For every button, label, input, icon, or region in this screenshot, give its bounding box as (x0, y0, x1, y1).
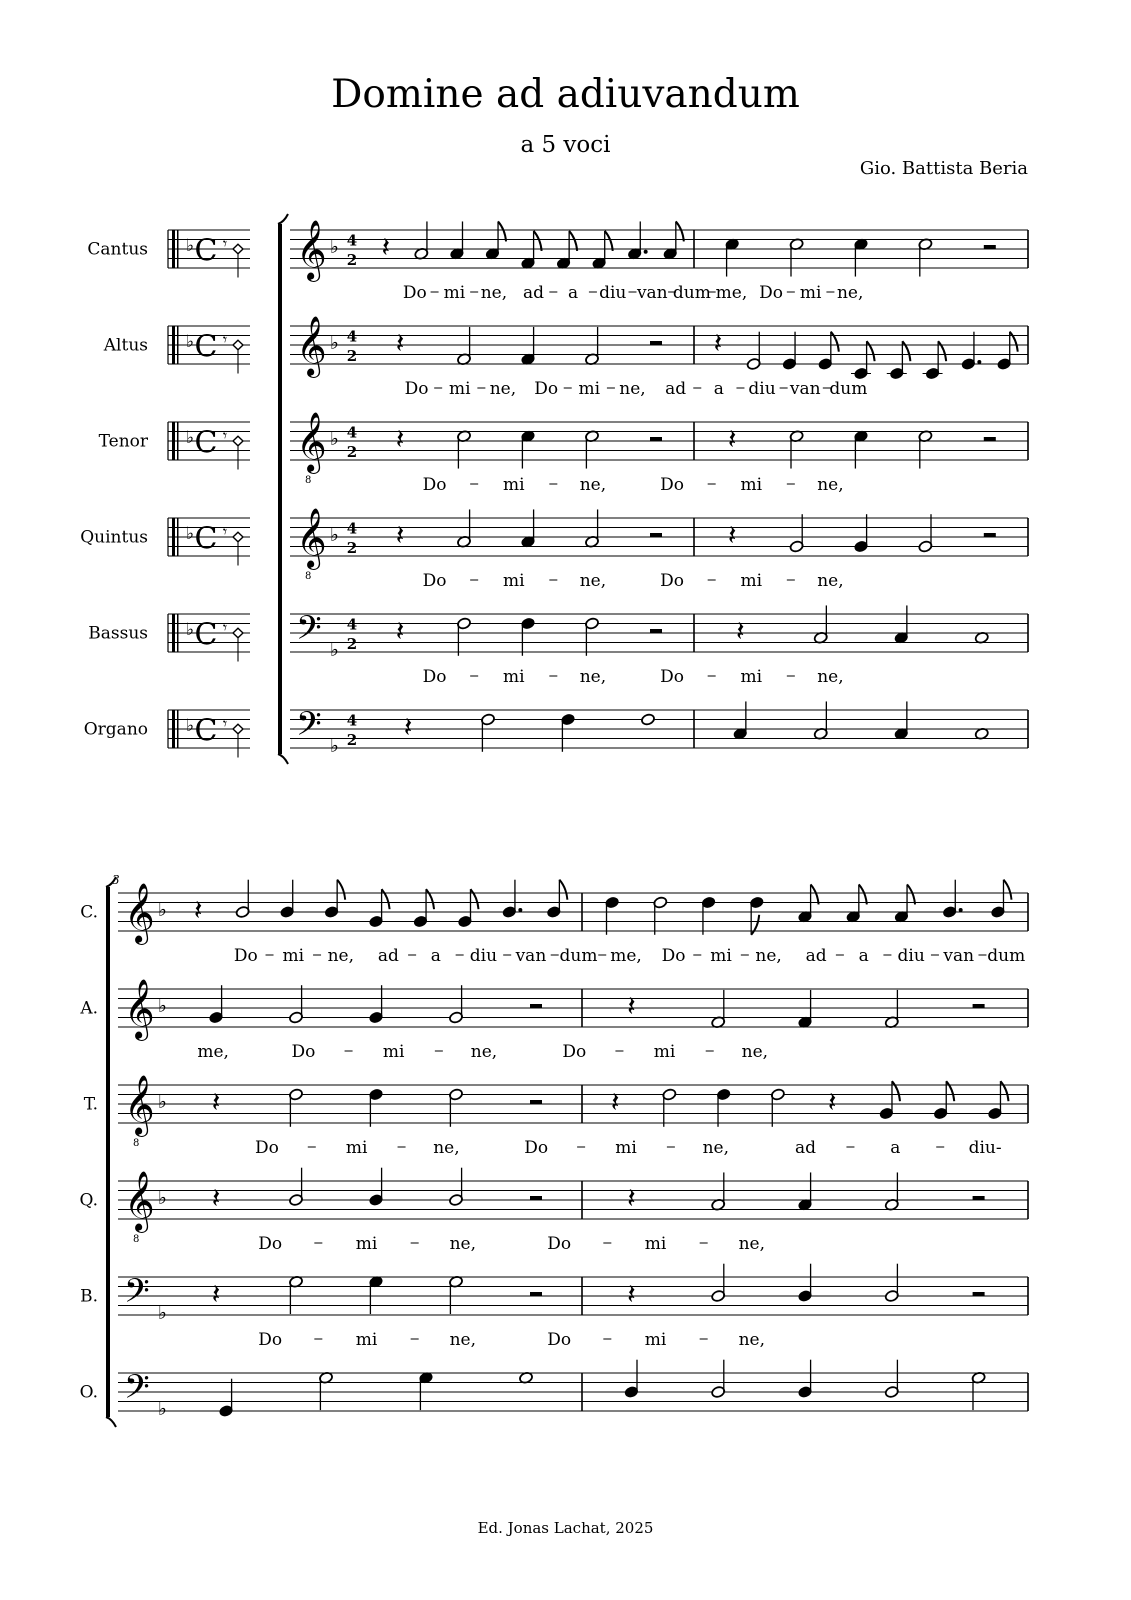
sys1-bassus-part-name: Bassus (88, 623, 148, 644)
sys2-system-bracket (106, 887, 110, 1417)
sys2-altus-lyric-syllable: me, (197, 1042, 229, 1062)
incipit-4-note-head (233, 628, 243, 638)
edition-credit: Ed. Jonas Lachat, 2025 (477, 1519, 654, 1537)
sys2-cantus-quarter-rest-icon: 𝄽 (193, 893, 203, 927)
sys2-bassus-half-rest (530, 1292, 542, 1296)
sys1-altus-key-flat: ♭ (330, 332, 339, 354)
sys1-quintus-treble-clef-icon: 𝄞 (296, 508, 327, 569)
sys2-tenor-lyric-syllable: ne, (702, 1138, 729, 1158)
sys1-tenor-octave-mark: 8 (305, 474, 312, 486)
sys1-tenor-treble-clef-icon: 𝄞 (296, 412, 327, 473)
sys2-tenor-lyric-syllable: Do (524, 1138, 549, 1158)
sys1-quintus-lyric-syllable: mi (740, 571, 763, 591)
sys2-cantus-lyric-syllable: dum (987, 946, 1026, 966)
sys1-organo-key-flat: ♭ (330, 735, 339, 757)
sys2-cantus-lyric-syllable: mi (710, 946, 732, 966)
sys1-cantus-time-num: 4 (346, 231, 358, 250)
sys1-cantus-time-den: 2 (346, 251, 358, 270)
sys2-altus-quarter-rest-icon: 𝄽 (627, 989, 636, 1023)
sys2-tenor-note-flag (892, 1081, 900, 1101)
incipit-1-mensuration-sign: C (194, 329, 218, 365)
sys2-quintus-half-rest (973, 1196, 985, 1200)
incipit-3-key-flat: ♭ (186, 523, 195, 544)
incipit-4-rest-icon: 𝄾 (222, 618, 228, 637)
sys1-cantus-lyric-syllable: ne, (480, 283, 508, 303)
incipit-1-key-flat: ♭ (186, 331, 195, 352)
sys1-cantus-note-flag (498, 221, 506, 241)
incipit-0-c-clef-icon (177, 230, 179, 268)
sys1-quintus-quarter-rest-icon: 𝄽 (727, 518, 737, 552)
sys1-altus-lyric-syllable: ne, (489, 379, 517, 399)
sys2-bassus-quarter-rest-icon: 𝄽 (211, 1277, 221, 1311)
sys1-organo-quarter-rest-icon: 𝄽 (403, 710, 413, 744)
sys2-altus-treble-clef-icon: 𝄞 (124, 979, 155, 1040)
sys1-cantus-lyric-syllable: me, (715, 283, 748, 303)
sys2-altus-lyric-syllable: Do (562, 1042, 587, 1062)
incipit-3-c-clef-icon (177, 518, 179, 556)
sys2-altus-key-flat: ♭ (158, 995, 167, 1017)
incipit-5-note-head (233, 724, 243, 734)
sys2-cantus-lyric-syllable: Do (233, 946, 258, 966)
sys1-tenor-key-flat: ♭ (330, 428, 339, 450)
sys1-cantus-lyric-syllable: ad (523, 283, 545, 303)
sys2-altus-lyric-syllable: mi (382, 1042, 405, 1062)
sys1-bassus-time-num: 4 (346, 615, 358, 634)
sys2-tenor-lyric-syllable: diu- (968, 1138, 1002, 1158)
incipit-2-note-head (233, 436, 243, 446)
sys1-tenor-lyric-syllable: ne, (579, 475, 607, 495)
sys1-bracket-bottom (278, 754, 288, 764)
sys2-cantus-part-name: C. (80, 902, 98, 923)
sys1-organo-time-num: 4 (346, 711, 358, 730)
sys2-tenor-quarter-rest-icon: 𝄽 (211, 1085, 221, 1119)
sys2-bassus-lyric-syllable: ne, (738, 1330, 766, 1350)
sys1-cantus-lyric-syllable: dum (672, 283, 711, 303)
sys1-tenor-half-rest (650, 437, 662, 441)
sys1-organo-bass-clef-icon: 𝄢 (296, 705, 322, 752)
sys1-system-bracket (278, 224, 282, 754)
sys2-quintus-lyric-syllable: mi (644, 1234, 667, 1254)
sys2-tenor-note-flag (946, 1081, 954, 1101)
sys1-cantus-note-flag (569, 231, 577, 251)
sys2-bassus-part-name: B. (80, 1286, 98, 1307)
sys2-organo-bass-clef-icon: 𝄢 (124, 1368, 150, 1415)
sys1-cantus-note-flag (605, 231, 613, 251)
sys2-tenor-key-flat: ♭ (158, 1091, 167, 1113)
sys2-bassus-quarter-rest-icon: 𝄽 (627, 1277, 636, 1311)
incipit-0-note-head (233, 244, 243, 254)
sys1-altus-lyric-syllable: mi (578, 379, 601, 399)
sys2-cantus-note-dot (959, 908, 963, 912)
incipit-3-mensuration-sign: C (194, 521, 218, 557)
incipit-3-rest-icon: 𝄾 (222, 522, 228, 541)
sys1-bassus-lyric-syllable: ne, (579, 667, 607, 687)
sys2-tenor-half-rest (530, 1100, 542, 1104)
incipit-3-note-head (233, 532, 243, 542)
sys2-organo-part-name: O. (79, 1382, 98, 1403)
sys2-quintus-quarter-rest-icon: 𝄽 (627, 1181, 636, 1215)
sys1-bassus-key-flat: ♭ (330, 639, 339, 661)
sys1-bracket-top (278, 214, 288, 224)
composer-name: Gio. Battista Beria (859, 158, 1028, 179)
incipit-1-c-clef-icon (177, 326, 179, 364)
sys2-cantus-note-flag (559, 880, 567, 900)
sys2-cantus-lyric-syllable: a (430, 946, 441, 966)
incipit-1-note-head (233, 340, 243, 350)
sys2-bassus-lyric-syllable: mi (355, 1330, 378, 1350)
sys1-bassus-bass-clef-icon: 𝄢 (296, 609, 322, 656)
sys2-cantus-lyric-syllable: Do (661, 946, 686, 966)
sys1-altus-note-flag (938, 341, 946, 361)
sys2-tenor-lyric-syllable: mi (615, 1138, 637, 1158)
incipit-2-c-clef-icon (177, 422, 179, 460)
sys1-tenor-lyric-syllable: Do (660, 475, 685, 495)
sys1-quintus-half-rest (650, 533, 662, 537)
incipit-0-rest-icon: 𝄾 (222, 234, 228, 253)
sys2-cantus-note-flag (470, 889, 478, 909)
sys2-tenor-lyric-syllable: ne, (433, 1138, 460, 1158)
sys1-quintus-lyric-syllable: ne, (579, 571, 607, 591)
incipit-2-mensuration-sign: C (194, 425, 218, 461)
sys2-tenor-lyric-syllable: a (890, 1138, 901, 1158)
sys2-cantus-lyric-syllable: mi (282, 946, 305, 966)
sys1-tenor-time-den: 2 (346, 443, 358, 462)
measure-number: 3 (112, 873, 120, 887)
sys1-quintus-lyric-syllable: Do (660, 571, 685, 591)
sys1-tenor-lyric-syllable: mi (740, 475, 763, 495)
sys2-quintus-half-rest (530, 1196, 542, 1200)
incipit-0-mensuration-sign: C (194, 233, 218, 269)
incipit-4-mensuration-sign: C (194, 617, 218, 653)
sys2-bassus-lyric-syllable: mi (644, 1330, 667, 1350)
sys2-quintus-lyric-syllable: ne, (738, 1234, 766, 1254)
sys1-cantus-lyric-syllable: van (636, 283, 668, 303)
sys1-tenor-time-num: 4 (346, 423, 358, 442)
sys2-cantus-treble-clef-icon: 𝄞 (124, 883, 155, 944)
sys1-altus-lyric-syllable: mi (448, 379, 471, 399)
sys2-altus-lyric-syllable: ne, (470, 1042, 498, 1062)
sys1-cantus-treble-clef-icon: 𝄞 (296, 220, 327, 281)
incipit-4-c-clef-icon (177, 614, 179, 652)
sys2-cantus-note-flag (811, 884, 819, 904)
sys1-altus-note-flag (1010, 332, 1018, 352)
sys1-altus-part-name: Altus (103, 335, 148, 356)
sys1-bassus-lyric-syllable: mi (502, 667, 525, 687)
sys2-cantus-note-flag (859, 884, 867, 904)
incipit-5-c-clef-icon (172, 710, 175, 748)
sys1-quintus-half-rest (984, 533, 996, 537)
sys1-bassus-lyric-syllable: mi (740, 667, 763, 687)
sys1-bassus-quarter-rest-icon: 𝄽 (735, 614, 745, 648)
sys1-bassus-lyric-syllable: ne, (817, 667, 844, 687)
sys2-tenor-quarter-rest-icon: 𝄽 (610, 1085, 620, 1119)
incipit-4-c-clef-icon (172, 614, 175, 652)
sys1-cantus-note-dot (644, 250, 648, 254)
sys1-altus-note-flag (831, 332, 839, 352)
sys1-bassus-time-den: 2 (346, 635, 358, 654)
sys1-tenor-quarter-rest-icon: 𝄽 (727, 422, 737, 456)
sys1-tenor-lyric-syllable: Do (422, 475, 447, 495)
sys2-tenor-lyric-syllable: mi (345, 1138, 368, 1158)
sys1-cantus-note-flag (534, 231, 542, 251)
sys2-altus-lyric-syllable: Do (291, 1042, 316, 1062)
sys2-cantus-note-flag (426, 889, 434, 909)
sys1-cantus-lyric-syllable: Do (402, 283, 427, 303)
incipit-4-key-flat: ♭ (186, 619, 195, 640)
sys2-tenor-quarter-rest-icon: 𝄽 (827, 1085, 837, 1119)
sys1-altus-lyric-syllable: Do (534, 379, 559, 399)
sys1-altus-half-rest (650, 341, 662, 345)
sys2-quintus-treble-clef-icon: 𝄞 (124, 1171, 155, 1232)
sys1-altus-lyric-syllable: ne, (619, 379, 646, 399)
sys2-quintus-lyric-syllable: ne, (449, 1234, 477, 1254)
sys1-tenor-lyric-syllable: mi (502, 475, 525, 495)
sys2-cantus-note-flag (337, 880, 345, 900)
sys1-altus-treble-clef-icon: 𝄞 (296, 316, 327, 377)
sys2-tenor-octave-mark: 8 (133, 1137, 140, 1149)
sys1-tenor-part-name: Tenor (98, 431, 148, 452)
sys2-bassus-key-flat: ♭ (158, 1302, 167, 1324)
sys2-altus-half-rest (530, 1004, 542, 1008)
incipit-5-key-flat: ♭ (186, 715, 195, 736)
sys1-altus-lyric-syllable: ad (665, 379, 687, 399)
incipit-0-key-flat: ♭ (186, 235, 195, 256)
sys2-cantus-lyric-syllable: van (515, 946, 547, 966)
sys2-cantus-lyric-syllable: diu (897, 946, 925, 966)
sys1-tenor-lyric-syllable: ne, (817, 475, 844, 495)
sys2-quintus-part-name: Q. (79, 1190, 98, 1211)
incipit-5-c-clef-icon (177, 710, 179, 748)
sys1-cantus-quarter-rest-icon: 𝄽 (381, 230, 391, 264)
sys1-bassus-quarter-rest-icon: 𝄽 (395, 614, 405, 648)
sys2-altus-half-rest (973, 1004, 985, 1008)
sys1-quintus-lyric-syllable: Do (422, 571, 447, 591)
sys1-organo-note-head (641, 713, 656, 726)
sys1-quintus-lyric-syllable: mi (502, 571, 525, 591)
sys1-tenor-half-rest (984, 437, 996, 441)
sys2-quintus-lyric-syllable: Do (547, 1234, 572, 1254)
sys2-cantus-note-flag (382, 889, 390, 909)
sys2-bassus-lyric-syllable: ne, (449, 1330, 477, 1350)
sys1-cantus-lyric-syllable: mi (799, 283, 822, 303)
sys1-quintus-quarter-rest-icon: 𝄽 (395, 518, 405, 552)
sys2-cantus-lyric-syllable: van (943, 946, 975, 966)
sys1-tenor-quarter-rest-icon: 𝄽 (395, 422, 405, 456)
sys2-quintus-octave-mark: 8 (133, 1233, 140, 1245)
sys2-cantus-lyric-syllable: ne, (327, 946, 355, 966)
sys2-cantus-note-flag (907, 884, 915, 904)
sys1-altus-note-dot (977, 360, 981, 364)
sys1-altus-note-flag (867, 341, 875, 361)
sys2-tenor-lyric-syllable: ad (795, 1138, 817, 1158)
sys2-bassus-lyric-syllable: Do (547, 1330, 572, 1350)
sys2-cantus-lyric-syllable: ad (805, 946, 827, 966)
sys2-bracket-bottom (106, 1417, 116, 1427)
sys2-tenor-treble-clef-icon: 𝄞 (124, 1075, 155, 1136)
sys1-quintus-time-num: 4 (346, 519, 358, 538)
sys2-cantus-lyric-syllable: ad (377, 946, 399, 966)
sys2-altus-lyric-syllable: mi (653, 1042, 676, 1062)
sys2-cantus-lyric-syllable: diu (469, 946, 498, 966)
sys2-altus-lyric-syllable: ne, (741, 1042, 769, 1062)
incipit-0-c-clef-icon (172, 230, 175, 268)
sys2-quintus-quarter-rest-icon: 𝄽 (211, 1181, 221, 1215)
sys1-altus-lyric-syllable: van (789, 379, 821, 399)
incipit-2-c-clef-icon (172, 422, 175, 460)
sys2-tenor-lyric-syllable: Do (254, 1138, 279, 1158)
sys1-cantus-lyric-syllable: mi (443, 283, 466, 303)
incipit-5-rest-icon: 𝄾 (222, 714, 228, 733)
sys2-cantus-lyric-syllable: a (858, 946, 869, 966)
sys1-quintus-lyric-syllable: ne, (817, 571, 844, 591)
sys2-cantus-note-dot (518, 908, 522, 912)
sys1-cantus-half-rest (984, 245, 996, 249)
sys1-altus-time-num: 4 (346, 327, 358, 346)
sys2-cantus-key-flat: ♭ (158, 899, 167, 921)
sys1-bassus-lyric-syllable: Do (422, 667, 447, 687)
sys1-cantus-lyric-syllable: Do (759, 283, 783, 303)
sys1-quintus-part-name: Quintus (80, 527, 148, 548)
sys2-tenor-note-flag (1000, 1081, 1008, 1101)
sys2-bassus-half-rest (973, 1292, 985, 1296)
piece-subtitle: a 5 voci (520, 132, 611, 158)
incipit-1-c-clef-icon (172, 326, 175, 364)
piece-title: Domine ad adiuvandum (331, 72, 800, 117)
sys1-cantus-part-name: Cantus (87, 239, 148, 260)
incipit-5-mensuration-sign: C (194, 713, 218, 749)
sys1-cantus-lyric-syllable: ne, (836, 283, 864, 303)
sys2-quintus-lyric-syllable: Do (258, 1234, 283, 1254)
sys2-cantus-lyric-syllable: me, (610, 946, 642, 966)
sys1-quintus-time-den: 2 (346, 539, 358, 558)
sys2-cantus-lyric-syllable: ne, (755, 946, 782, 966)
sys2-tenor-part-name: T. (83, 1094, 98, 1115)
sys2-bassus-bass-clef-icon: 𝄢 (124, 1272, 150, 1319)
sys1-altus-lyric-syllable: a (713, 379, 724, 399)
sys1-quintus-key-flat: ♭ (330, 524, 339, 546)
sys1-organo-time-den: 2 (346, 731, 358, 750)
sys2-cantus-note-flag (1003, 880, 1011, 900)
incipit-1-rest-icon: 𝄾 (222, 330, 228, 349)
sys1-altus-time-den: 2 (346, 347, 358, 366)
sys1-altus-note-flag (902, 341, 910, 361)
sys2-altus-part-name: A. (80, 998, 98, 1019)
incipit-2-rest-icon: 𝄾 (222, 426, 228, 445)
sys1-cantus-lyric-syllable: a (568, 283, 579, 303)
sys2-quintus-lyric-syllable: mi (355, 1234, 378, 1254)
incipit-2-key-flat: ♭ (186, 427, 195, 448)
sys1-quintus-octave-mark: 8 (305, 570, 312, 582)
sys1-cantus-note-flag (676, 221, 684, 241)
sys1-cantus-key-flat: ♭ (330, 236, 339, 258)
sys1-altus-lyric-syllable: diu (748, 379, 776, 399)
sys1-bassus-half-rest (650, 629, 662, 633)
sys1-bassus-lyric-syllable: Do (660, 667, 685, 687)
sys2-cantus-note-flag (751, 915, 759, 935)
sys2-organo-key-flat: ♭ (158, 1398, 167, 1420)
sys1-altus-quarter-rest-icon: 𝄽 (395, 326, 405, 360)
sys2-quintus-key-flat: ♭ (158, 1187, 167, 1209)
sys2-cantus-lyric-syllable: dum (559, 946, 598, 966)
sys1-altus-lyric-syllable: dum (829, 379, 868, 399)
incipit-3-c-clef-icon (172, 518, 175, 556)
sys1-altus-quarter-rest-icon: 𝄽 (713, 326, 723, 360)
sys1-organo-part-name: Organo (83, 719, 148, 740)
sys2-bassus-lyric-syllable: Do (258, 1330, 283, 1350)
sys1-altus-lyric-syllable: Do (404, 379, 429, 399)
sys1-cantus-lyric-syllable: diu (599, 283, 627, 303)
